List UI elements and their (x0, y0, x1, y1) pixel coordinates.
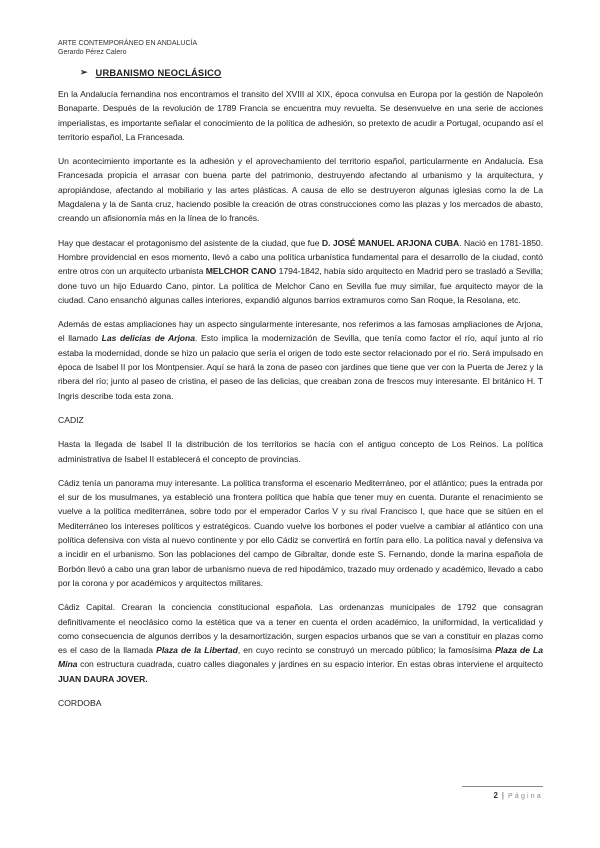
paragraph-3-text-e: 1794-1842, había sido arquitecto en Madrid pero se trasladó a Sevilla; done tuvo un hijo Eduardo Cano, pintor. La política de Melchor Cano en Sevilla fue muy similar, fue arquitecto mayor de la ciudad. Cano ensanchó algunas calles interiores, expandió algunos barrios extramuros como San Roque, la Resolana, etc. (58, 266, 544, 305)
running-header (58, 39, 197, 57)
section-heading-text: URBANISMO NEOCLÁSICO (95, 67, 222, 78)
term-plaza-de-la-libertad: Plaza de la Libertad (156, 645, 238, 656)
paragraph-7-text-e: con estructura cuadrada, cuatro calles diagonales y jardines en su espacio interior. En estas obras interviene el arquitecto (77, 659, 543, 670)
name-arjona-cuba: D. JOSÉ MANUEL ARJONA CUBA (321, 237, 460, 248)
page-footer (462, 786, 543, 800)
paragraph-4-text-c: . Esto implica la modernización de Sevilla, que tenía como factor el río, aquí junto al río estaba la modernidad, donde se hizo un palacio que sería el origen de todo este sector relacionado por el rio. Será impulsado en época de Isabel II por los Montpensier. Aquí se hará la zona de paseo con jardines que tiene que ver con la Puerta de Jerez y la ribera del río; junto al paseo de cristina, el paseo de las delicias, que creaban zona de frescos muy interesante. El británico H. T Ingris describe toda esta zona. (58, 333, 544, 401)
page-number-block (493, 791, 543, 800)
paragraph-7 (58, 600, 543, 686)
paragraph-3 (58, 236, 543, 307)
term-plaza-de-la-mina: Plaza de La Mina (58, 645, 543, 670)
page-number: 2 (493, 791, 498, 800)
term-delicias-de-arjona: Las delicias de Arjona (101, 333, 195, 344)
document-body (58, 87, 543, 720)
paragraph-1: En la Andalucía fernandina nos encontramos el transito del XVIII al XIX, época convulsa en Europa por la gestión de Napoleón Bonaparte. Después de la revolución de 1789 Francia se encuentra muy revuelta. Se desenvuelve en una serie de acciones imperialistas, es importante señalar el conocimiento de la política de adhesión, so pretexto de acudir a Portugal, ocupando así el territorio español, La Francesada. (58, 89, 543, 142)
paragraph-6: Cádiz tenía un panorama muy interesante. La política transforma el escenario Mediterráneo, por el atlántico; pues la entrada por el sur de los musulmanes, ya estableció una frontera política que había que tener muy en cuenta. Durante el renacimiento se vuelve a la política mediterránea, sobre todo por el emperador Carlos V y su rival Francisco I, que hace que se sitúen en el Mediterráneo los intereses políticos y estratégicos. Cuando vuelve los borbones el poder vuelve a cambiar al atlántico con una política defensiva con vista al nuevo continente y por ello Cádiz se convertirá en fortín para ello. La política naval y defensiva va a incidir en el urbanismo. Son las poblaciones del campo de Gibraltar, donde este S. Fernando, donde la marina española de Borbón llevó a cabo una gran labor de urbanismo nueva de red hipodámico, trazado muy ordenado y académico, llevado a cabo por la corona y por académicos y arquitectos militares. (58, 477, 543, 588)
page-number-separator: | (501, 791, 504, 800)
header-author: Gerardo Pérez Calero (58, 49, 127, 56)
name-juan-daura-jover: JUAN DAURA JOVER. (58, 673, 148, 684)
subheading-cadiz: CADIZ (58, 414, 84, 425)
page-label: Página (508, 793, 543, 800)
paragraph-4 (58, 317, 543, 403)
paragraph-2: Un acontecimiento importante es la adhesión y el aprovechamiento del territorio español, particularmente en Andalucía. Esa Francesada propicia el arrasar con buena parte del patrimonio, destruyendo afectando al urbanismo y la arquitectura, y apropiándose, afectando al mobiliario y las artes plásticas. A causa de ello se destruyeron algunas iglesias como la de La Magdalena y la de Santa cruz, haciendo posible la creación de otras construcciones como las plazas y los mercados de abasto, creando un afisionomía más en la línea de lo francés. (58, 156, 543, 224)
name-melchor-cano: MELCHOR CANO (205, 266, 277, 277)
paragraph-3-text-c: . Nació en 1781-1850. Hombre providencial en esos momento, llevó a cabo una política urbanística fundamental para el desarrollo de la ciudad, contó entre otros con un arquitecto urbanista (58, 237, 543, 277)
arrowhead-bullet-icon: ➢ (80, 67, 88, 77)
paragraph-4-text-a: Además de estas ampliaciones hay un aspecto singularmente interesante, nos referimos a las famosas ampliaciones de Arjona, el llamado (58, 319, 543, 344)
paragraph-3-text-a: Hay que destacar el protagonismo del asistente de la ciudad, que fue (58, 237, 322, 248)
section-heading (80, 67, 221, 78)
paragraph-7-text-a: Cádiz Capital. Crearan la conciencia constitucional española. Las ordenanzas municipales de 1792 que consagran definitivamente el neoclásico como la estética que va a tener en cuenta el orden académico, la uniformidad, la verticalidad y como consecuencia de algunos derribos y la desamortización, surgen espacios urbanos que se van a constituir en plazas como es el caso de la llamada (58, 602, 543, 656)
paragraph-5: Hasta la llegada de Isabel II la distribución de los territorios se hacía con el antiguo concepto de Los Reinos. La política administrativa de Isabel II establecerá el concepto de provincias. (58, 439, 543, 464)
header-title: ARTE CONTEMPORÁNEO EN ANDALUCÍA (58, 40, 198, 47)
subheading-cordoba: CORDOBA (58, 697, 102, 708)
paragraph-7-text-c: , en cuyo recinto se construyó un mercado público; la famosísima (237, 645, 496, 656)
